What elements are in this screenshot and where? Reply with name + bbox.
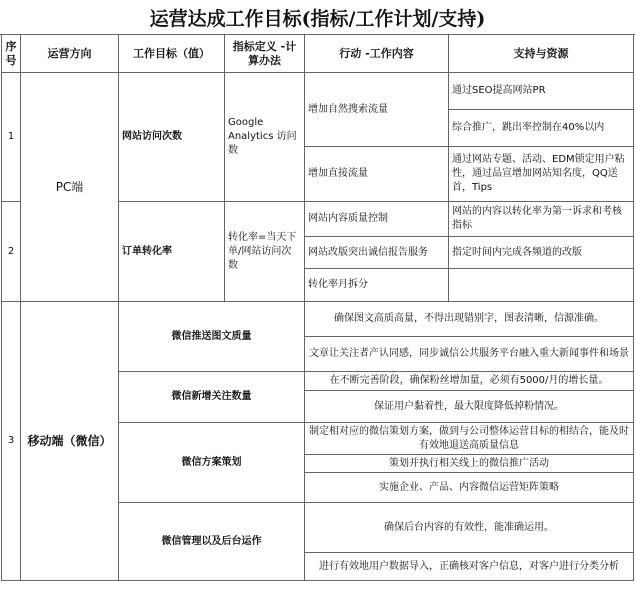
metric-cell: Google Analytics 访问数 (225, 73, 305, 202)
action-cell: 实施企业、产品、内容微信运营矩阵策略 (305, 473, 634, 503)
header-no: 序号 (2, 35, 21, 73)
action-cell: 网站内容质量控制 (305, 202, 449, 237)
header-metric: 指标定义 -计算办法 (225, 35, 305, 73)
support-cell: 指定时间内完成各频道的改版 (449, 237, 634, 269)
header-row (2, 35, 634, 73)
action-cell: 确保后台内容的有效性，能准确运用。 (305, 503, 634, 553)
support-cell (449, 269, 634, 302)
goal-cell: 订单转化率 (119, 202, 225, 302)
header-goal: 工作目标（值） (119, 35, 225, 73)
support-cell: 网站的内容以转化率为第一诉求和考核指标 (449, 202, 634, 237)
support-cell: 综合推广，跳出率控制在40%以内 (449, 110, 634, 147)
support-cell: 通过网站专题、活动、EDM锁定用户粘性，通过品宣增加网站知名度，QQ送首，Tips (449, 147, 634, 202)
action-cell: 文章让关注者产认同感，同步诚信公共服务平台融入重大新闻事件和场景 (305, 337, 634, 372)
header-action: 行动 -工作内容 (305, 35, 449, 73)
action-cell: 转化率月拆分 (305, 269, 449, 302)
action-cell: 增加直接流量 (305, 147, 449, 202)
action-cell: 制定相对应的微信策划方案，做到与公司整体运营目标的相结合，能及时有效地退送高质量信息 (305, 423, 634, 455)
direction-mobile: 移动端（微信） (21, 302, 119, 581)
goal-cell: 微信管理以及后台运作 (119, 503, 305, 581)
header-support: 支持与资源 (449, 35, 634, 73)
page-title: 运营达成工作目标(指标/工作计划/支持) (0, 0, 635, 35)
goal-cell: 网站访问次数 (119, 73, 225, 202)
table-row (2, 73, 634, 110)
action-cell: 网站改版突出诚信报告服务 (305, 237, 449, 269)
action-cell: 策划并执行相关线上的微信推广活动 (305, 455, 634, 473)
metric-cell: 转化率=当天下单/网站访问次数 (225, 202, 305, 302)
action-cell: 保证用户黏着性，最大限度降低掉粉情况。 (305, 391, 634, 423)
goals-table (1, 34, 634, 581)
goal-cell: 微信新增关注数量 (119, 372, 305, 423)
row-number: 1 (2, 73, 21, 202)
direction-pc: PC端 (21, 73, 119, 302)
support-cell: 通过SEO提高网站PR (449, 73, 634, 110)
action-cell: 在不断完善阶段，确保粉丝增加量，必须有5000/月的增长量。 (305, 372, 634, 391)
goal-cell: 微信方案策划 (119, 423, 305, 503)
action-cell: 进行有效地用户数据导入，正确核对客户信息，对客户进行分类分析 (305, 553, 634, 581)
header-direction: 运营方向 (21, 35, 119, 73)
goal-cell: 微信推送图文质量 (119, 302, 305, 372)
row-number: 3 (2, 302, 21, 581)
table-row (2, 302, 634, 337)
action-cell: 确保图文高质高量，不得出现错别字，图表清晰，信源准确。 (305, 302, 634, 337)
row-number: 2 (2, 202, 21, 302)
action-cell: 增加自然搜索流量 (305, 73, 449, 147)
